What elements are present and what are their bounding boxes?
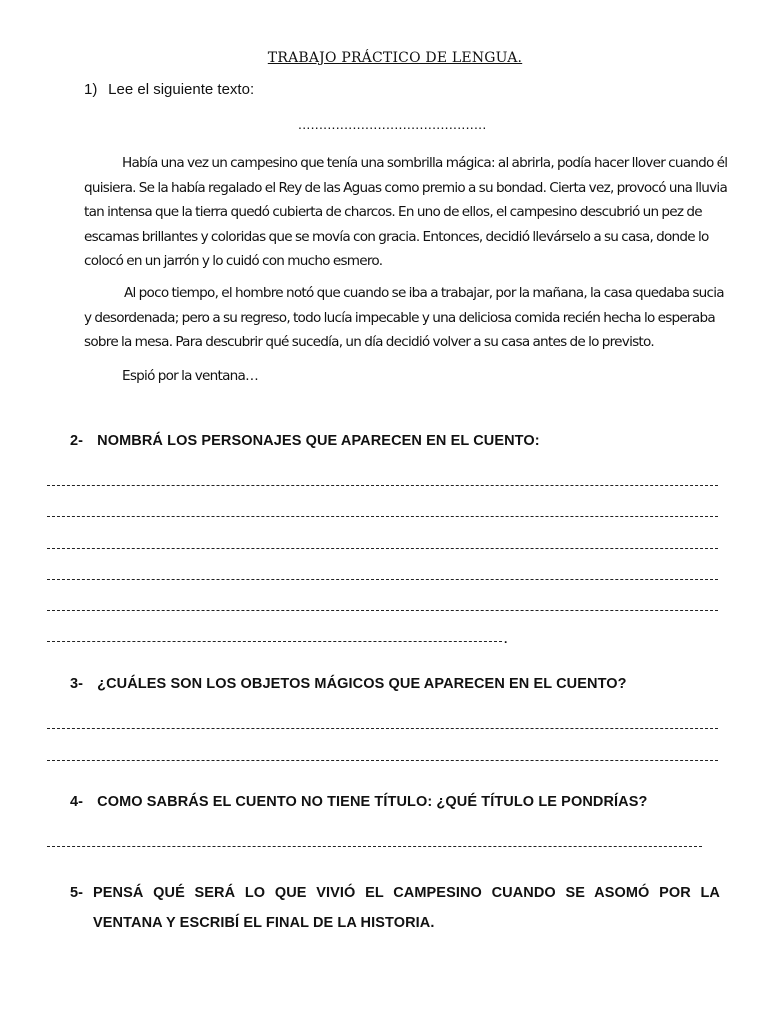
question-2-text: NOMBRÁ LOS PERSONAJES QUE APARECEN EN EL CUENTO:	[97, 433, 540, 449]
story-paragraph-1: Había una vez un campesino que tenía una sombrilla mágica: al abrirla, podía hacer llover cuando él quisiera. Se la había regalado el Rey de las Aguas como premio a su bondad. Cierta vez, provocó una lluvia tan intensa que la tierra quedó cubierta de charcos. En uno de ellos, el campesino descubrió un pez de escamas brillantes y coloridas que se movía con gracia. Entonces, decidió llevárselo a su casa, donde lo colocó en un jarrón y lo cuidó con mucho esmero.	[84, 155, 728, 269]
question-5-number: 5-	[70, 885, 84, 901]
story-paragraph-2: Al poco tiempo, el hombre notó que cuando se iba a trabajar, por la mañana, la casa quedaba sucia y desordenada; pero a su regreso, todo lucía impecable y una deliciosa comida recién hecha lo esperaba sobre la mesa. Para descubrir qué sucedía, un día decidió volver a su casa antes de lo previsto.	[84, 285, 724, 350]
answer-line[interactable]	[47, 579, 718, 580]
question-3	[70, 676, 627, 692]
story-paragraph-3: Espió por la ventana…	[122, 368, 258, 384]
question-2	[70, 433, 540, 449]
dotted-separator: .............................................	[298, 116, 487, 132]
answer-line[interactable]	[47, 610, 718, 611]
question-2-number: 2-	[70, 433, 84, 449]
answer-line[interactable]	[47, 516, 718, 517]
answer-line[interactable]	[47, 548, 718, 549]
question-4	[70, 794, 647, 810]
question-1-text: Lee el siguiente texto:	[108, 81, 255, 98]
question-4-text: COMO SABRÁS EL CUENTO NO TIENE TÍTULO: ¿QUÉ TÍTULO LE PONDRÍAS?	[97, 794, 648, 810]
question-3-text: ¿CUÁLES SON LOS OBJETOS MÁGICOS QUE APARECEN EN EL CUENTO?	[97, 676, 627, 692]
question-3-number: 3-	[70, 676, 84, 692]
answer-line[interactable]	[47, 485, 718, 486]
answer-end-period: .	[504, 632, 508, 646]
question-1-number: 1)	[84, 81, 98, 98]
page-title: TRABAJO PRÁCTICO DE LENGUA.	[267, 50, 523, 66]
answer-line[interactable]	[47, 641, 502, 642]
question-4-number: 4-	[70, 794, 84, 810]
question-5-text: PENSÁ QUÉ SERÁ LO QUE VIVIÓ EL CAMPESINO CUANDO SE ASOMÓ POR LA VENTANA Y ESCRIBÍ EL FINAL DE LA HISTORIA.	[93, 885, 720, 931]
answer-line[interactable]	[47, 728, 718, 729]
question-5	[70, 878, 720, 938]
question-1	[84, 81, 254, 98]
answer-line[interactable]	[47, 846, 702, 847]
answer-line[interactable]	[47, 760, 718, 761]
